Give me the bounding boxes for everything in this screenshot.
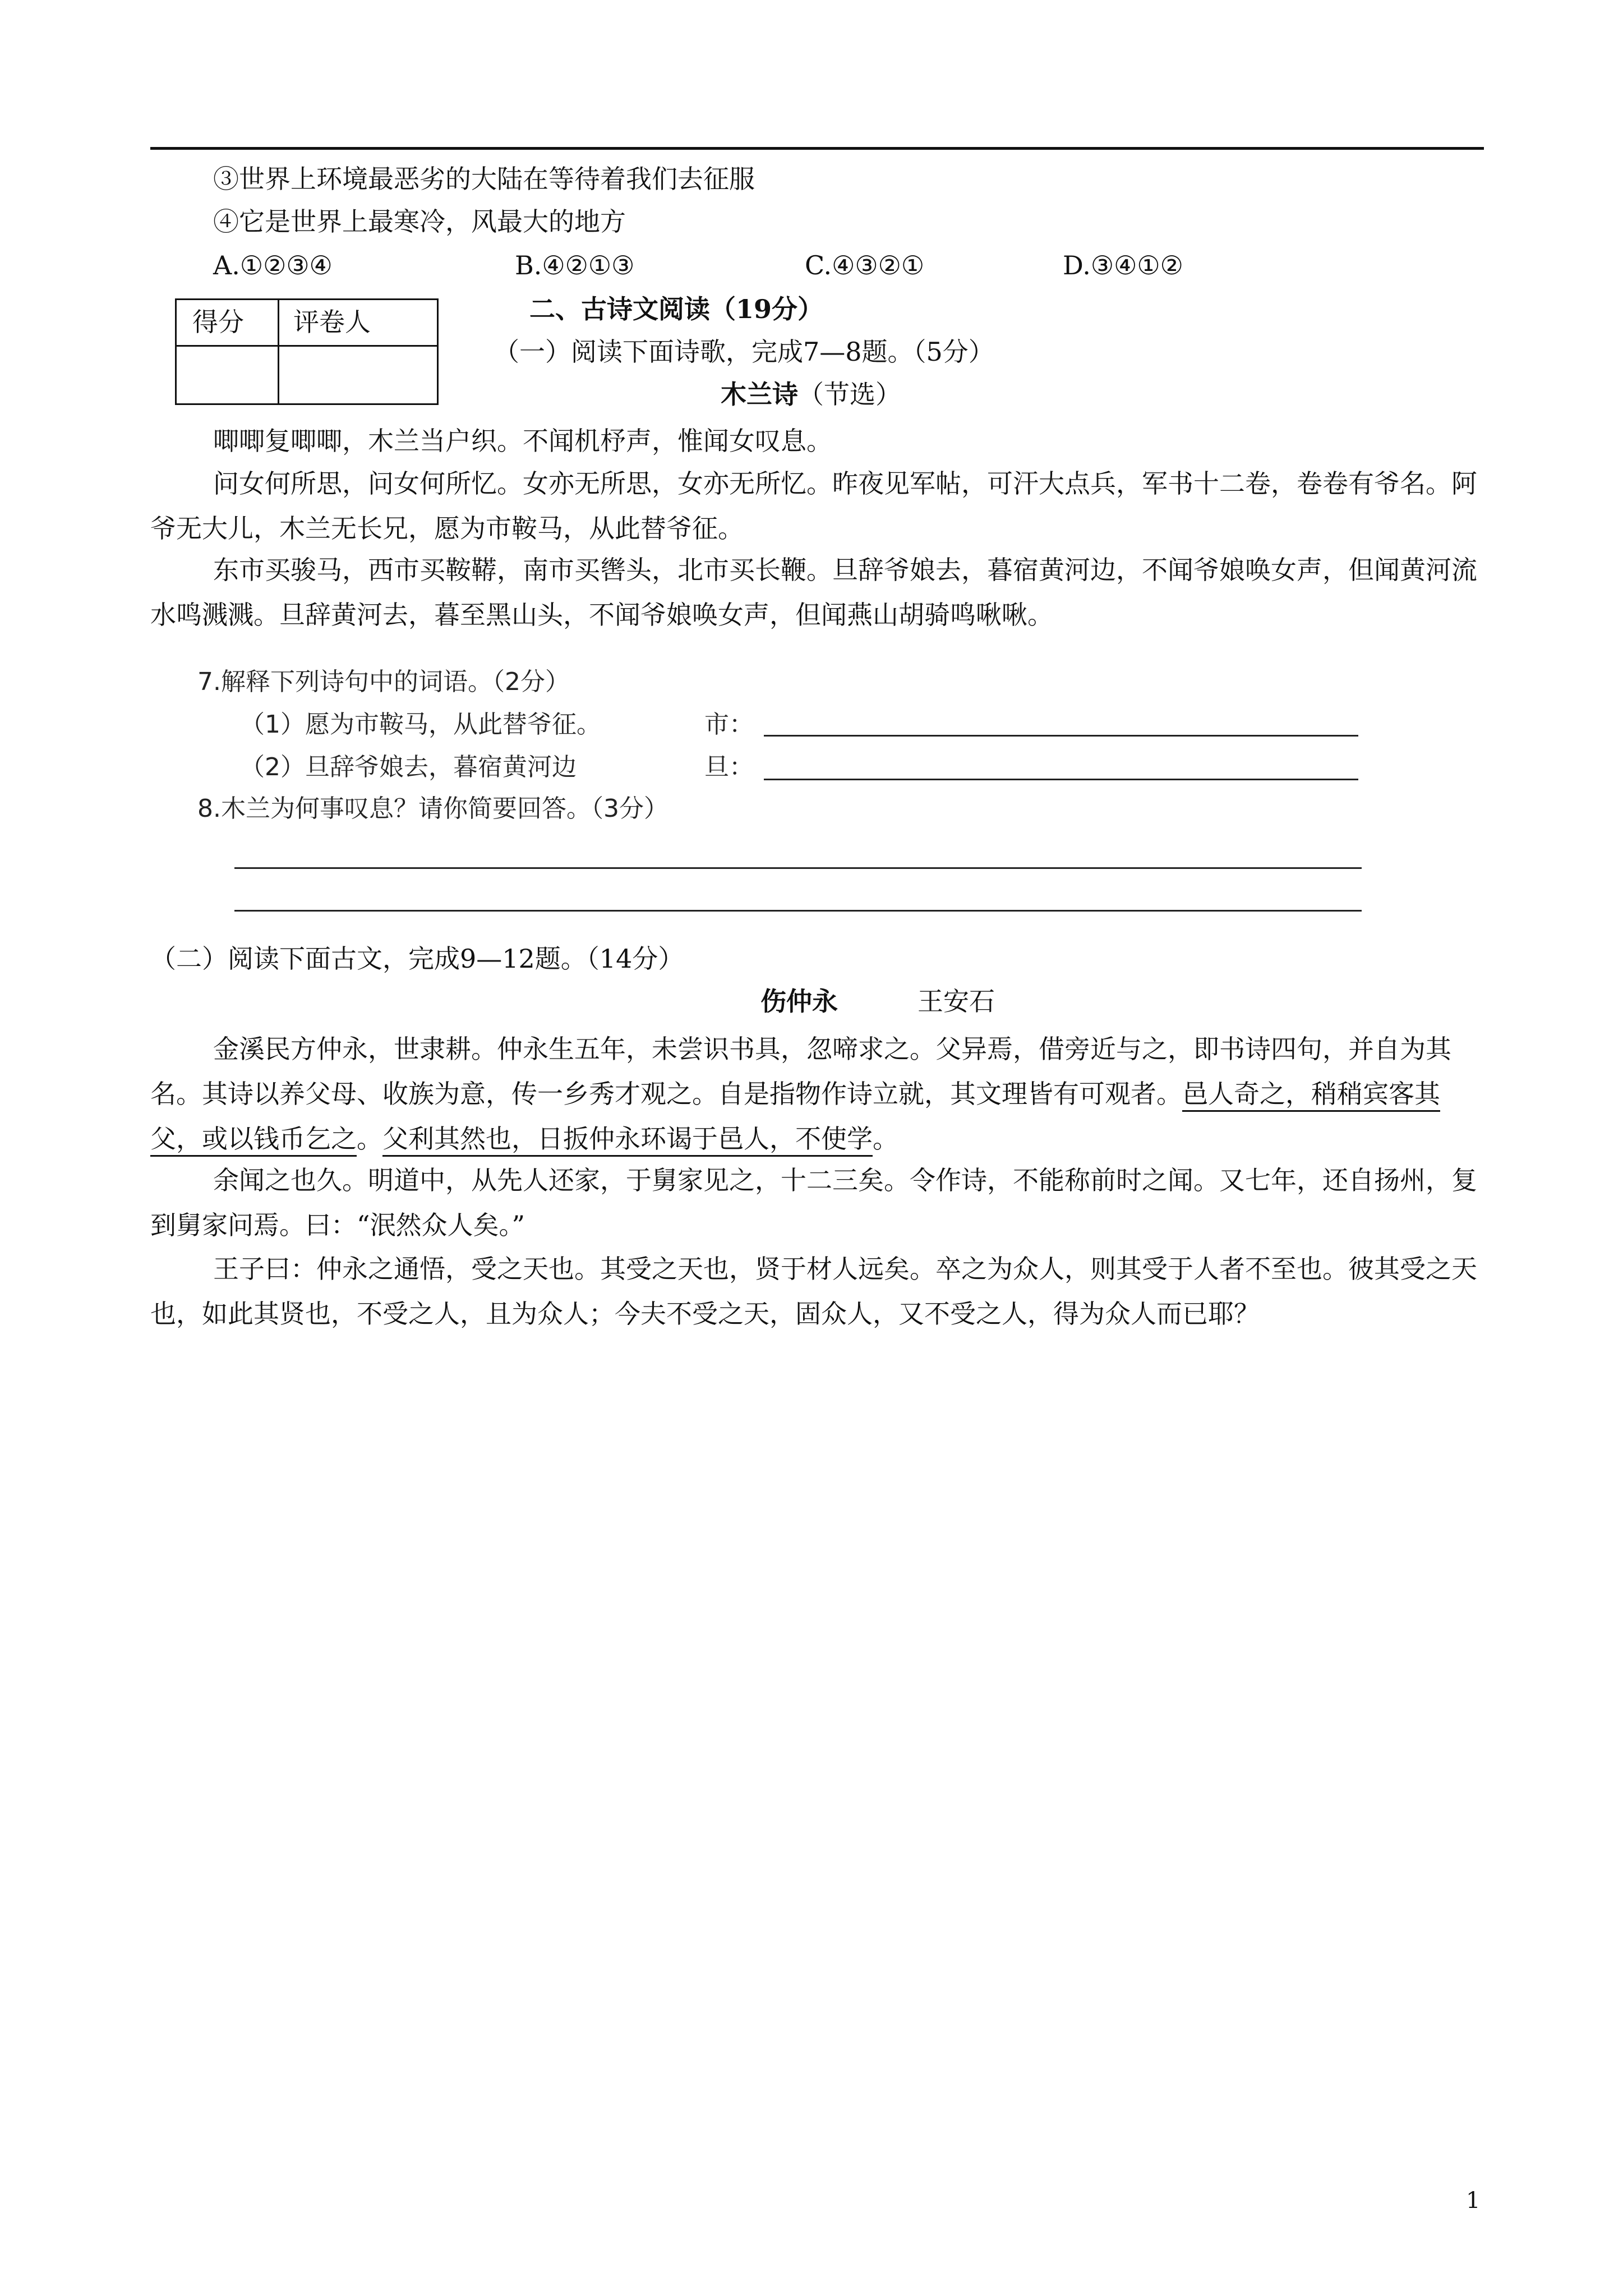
prose-paragraph-1-text: 金溪民方仲永，世隶耕。仲永生五年，未尝识书具，忽啼求之。父异焉，借旁近与之，即书诗四句，并自为其名。其诗以养父母、收族为意，传一乡秀才观之。自是指物作诗立就，其文理皆有可观者。 [150, 1034, 1451, 1109]
q7-item1-answer-line[interactable] [764, 735, 1358, 737]
prose-paragraph-3: 王子曰：仲永之通悟，受之天也。其受之天也，贤于材人远矣。卒之为众人，则其受于人者不至也。彼其受之天也，如此其贤也，不受之人，且为众人；今夫不受之天，固众人，又不受之人，得为众人而已耶？ [150, 1254, 1477, 1329]
poem-paragraph-2: 问女何所思，问女何所忆。女亦无所思，女亦无所忆。昨夜见军帖，可汗大点兵，军书十二卷，卷卷有爷名。阿爷无大儿，木兰无长兄，愿为市鞍马，从此替爷征。 [150, 468, 1477, 544]
choice-d: D.③④①② [1063, 250, 1183, 280]
poem-paragraph-1: 唧唧复唧唧，木兰当户织。不闻机杼声，惟闻女叹息。 [213, 426, 832, 456]
poem-note: （节选） [798, 379, 901, 409]
q8-stem: 8.木兰为何事叹息？请你简要回答。（3分） [197, 794, 668, 823]
option-item-3: ③世界上环境最恶劣的大陆在等待着我们去征服 [213, 164, 755, 194]
section-title: 二、古诗文阅读（19分） [529, 294, 824, 324]
poem-title-line [721, 378, 901, 411]
choice-c: C.④③②① [805, 250, 925, 280]
prose-paragraph-2: 余闻之也久。明道中，从先人还家，于舅家见之，十二三矣。令作诗，不能称前时之闻。又七年，还自扬州，复到舅家问焉。曰：“泯然众人矣。” [150, 1165, 1477, 1240]
q7-stem: 7.解释下列诗句中的词语。（2分） [197, 668, 570, 696]
underlined-sentence-2: 父利其然也，日扳仲永环谒于邑人，不使学 [382, 1124, 873, 1157]
q7-item1-word: 市： [704, 710, 754, 739]
part2-title: 伤仲永 [760, 986, 838, 1016]
part2-intro: （二）阅读下面古文，完成9—12题。（14分） [150, 944, 684, 974]
q7-item2-text: （2）旦辞爷娘去，暮宿黄河边 [240, 753, 577, 781]
part1-intro: （一）阅读下面诗歌，完成7—8题。（5分） [494, 337, 994, 367]
poem-title: 木兰诗 [721, 379, 798, 409]
q8-answer-line-2[interactable] [234, 910, 1362, 912]
prose-punct-1: 。 [357, 1124, 382, 1154]
grader-header: 评卷人 [293, 307, 371, 337]
score-table [175, 298, 439, 405]
option-item-4: ④它是世界上最寒冷，风最大的地方 [213, 206, 626, 237]
score-table-col-divider [278, 300, 279, 403]
page-number: 1 [1466, 2188, 1481, 2214]
underlined-sentence-1: 邑人奇之，稍稍宾客其父，或以钱币乞之 [150, 1079, 1440, 1157]
q7-item2-word: 旦： [704, 753, 754, 781]
score-header: 得分 [192, 307, 244, 337]
score-table-row-divider [177, 345, 437, 347]
prose-punct-2: 。 [873, 1124, 898, 1154]
header-rule [150, 147, 1484, 150]
choice-b: B.④②①③ [515, 250, 635, 280]
q7-item2-answer-line[interactable] [764, 779, 1358, 780]
choice-a: A.①②③④ [213, 250, 333, 280]
q8-answer-line-1[interactable] [234, 867, 1362, 869]
poem-paragraph-3: 东市买骏马，西市买鞍鞯，南市买辔头，北市买长鞭。旦辞爷娘去，暮宿黄河边，不闻爷娘唤女声，但闻黄河流水鸣溅溅。旦辞黄河去，暮至黑山头，不闻爷娘唤女声，但闻燕山胡骑鸣啾啾。 [150, 555, 1477, 630]
q7-item1-text: （1）愿为市鞍马，从此替爷征。 [240, 710, 601, 739]
prose-paragraph-1 [150, 1027, 1484, 1161]
part2-author: 王安石 [917, 986, 995, 1016]
